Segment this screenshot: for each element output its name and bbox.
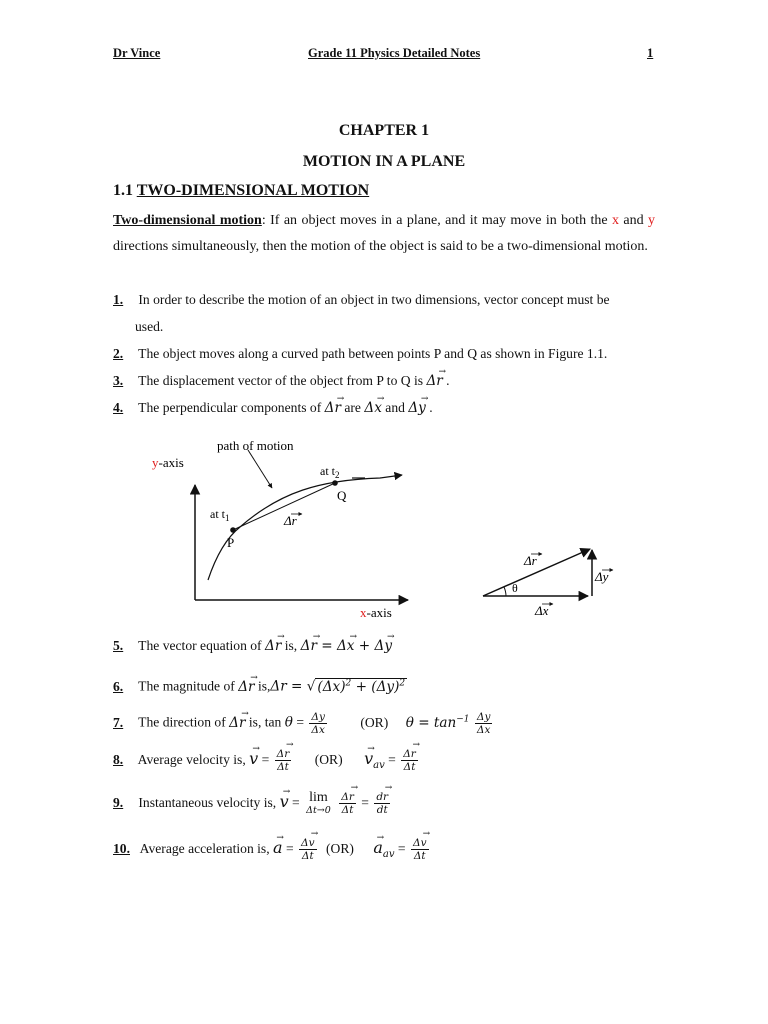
list-item-text: The perpendicular components of [138, 400, 322, 415]
header-title: Grade 11 Physics Detailed Notes [308, 46, 481, 60]
triangle-delta-x-label: Δx [535, 603, 549, 618]
equation-text: Average velocity is, [137, 752, 246, 767]
or-label: (OR) [325, 841, 354, 856]
triangle-delta-y-label: Δy [595, 569, 609, 584]
list-item-3: 3. The displacement vector of the object from P to Q is Δ→ r . [113, 367, 658, 395]
equation-number: 7. [113, 714, 124, 730]
theta-label: θ [512, 581, 518, 595]
equation-item-5: 5. The vector equation of Δ→ r is, Δ→ r = Δ→ x + Δ→ y [113, 632, 658, 660]
definition-term: Two-dimensional motion [113, 213, 262, 228]
chapter-label: CHAPTER 1 [338, 122, 430, 139]
equation-text-mid: is, [248, 714, 262, 730]
list-item-text: The displacement vector of the object from P to Q is [138, 373, 424, 388]
list-item-text-b: are [344, 400, 361, 415]
equation-number: 5. [113, 638, 124, 653]
point-q-label: Q [337, 488, 347, 503]
list-item-number: 4. [113, 400, 124, 415]
list-item-text-c: and [385, 400, 405, 415]
definition-paragraph [113, 208, 655, 260]
list-item-4: 4. The perpendicular components of Δ→ r are Δ→ x and Δ→ y . [113, 394, 658, 422]
x-axis-label: x-axis [360, 605, 392, 620]
definition-text-b: and [618, 213, 648, 228]
equation-text-mid: is, [257, 678, 271, 694]
point-q-marker [332, 480, 338, 486]
section-heading [113, 182, 369, 200]
list-item-1 [113, 286, 658, 340]
section-number: 1.1 [113, 182, 133, 199]
equation-text: The direction of [138, 714, 226, 730]
definition-text-c: directions [113, 239, 169, 254]
definition-x: x [611, 213, 619, 228]
figure-motion-diagram [140, 430, 640, 625]
equation-text-mid: is, [284, 638, 298, 653]
definition-y: y [648, 213, 655, 228]
section-title: TWO-DIMENSIONAL MOTION [136, 182, 370, 199]
y-axis-label: y-axis [152, 455, 184, 470]
definition-text-d: simultaneously, then the motion of the object is said to be a two-dimensional motion. [168, 239, 648, 254]
triangle-delta-r-label: Δr [524, 553, 537, 568]
equation-item-8: 8. Average velocity is, → v = $\frac{\Delta\to r}{\Delta t}$ $(OR) \to v_{av}$ = $\frac{\Delta\to r}{\Delta t}$ [113, 745, 658, 779]
point-p-marker [230, 527, 236, 533]
list-item-number: 3. [113, 373, 124, 388]
path-label-pointer [248, 450, 272, 488]
header-page-number: 1 [647, 46, 654, 60]
chapter-title: MOTION IN A PLANE [302, 153, 466, 170]
equation-text: The magnitude of [138, 678, 235, 694]
equation-text: The vector equation of [138, 638, 262, 653]
equation-text: Average acceleration is, [139, 841, 270, 856]
path-of-motion-label: path of motion [217, 438, 294, 453]
equation-number: 8. [113, 752, 124, 767]
list-item-text-cont: used. [135, 319, 164, 334]
equation-number: 10. [113, 841, 130, 856]
equation-number: 9. [113, 795, 124, 810]
definition-text: : If an object moves in a plane, and it may move in both the [261, 213, 612, 228]
or-label: (OR) [314, 752, 343, 767]
equation-item-10: 10. Average acceleration is, → a = $\frac{\Delta\to v}{\Delta t}$ $(OR) \to a_{av}$ = $\frac{\Delta\to v}{\Delta t}$ [113, 834, 658, 868]
equation-number: 6. [113, 678, 124, 694]
delta-r-label: Δr [284, 513, 297, 528]
header-author: Dr Vince [113, 46, 161, 60]
list-item-2 [113, 340, 658, 367]
theta-arc [504, 587, 506, 596]
equation-text: Instantaneous velocity is, [138, 795, 277, 810]
or-label: (OR) [360, 714, 389, 730]
list-item-number: 2. [113, 346, 124, 361]
at-t1-label: at $t_1$ [210, 507, 230, 523]
equation-item-9: 9. Instantaneous velocity is, → v = lim Δt→0 $\frac{\Delta\to r}{\Delta t}$ = $\frac{d\to r}{dt}$ [113, 788, 658, 817]
list-item-text: In order to describe the motion of an object in two dimensions, vector concept must be [138, 292, 610, 307]
list-item-number: 1. [113, 292, 124, 307]
equation-item-6: 6. The magnitude of Δ→ r is,Δr = √ $(\Delta x)^2 + (\Delta y)^2$ [113, 670, 658, 701]
at-t2-label: at $t_2$ [320, 464, 340, 480]
path-of-motion-curve [208, 475, 402, 580]
list-item-text: The object moves along a curved path between points P and Q as shown in Figure 1.1. [138, 346, 608, 361]
equation-item-7: 7. The direction of Δ→ r is, tan θ = $\frac{\Delta y}{\Delta x}$ (OR) $\theta = \tan^{-1}$ $\frac{\Delta y}{\Delta x}$ [113, 706, 658, 737]
point-p-label: P [227, 535, 235, 550]
